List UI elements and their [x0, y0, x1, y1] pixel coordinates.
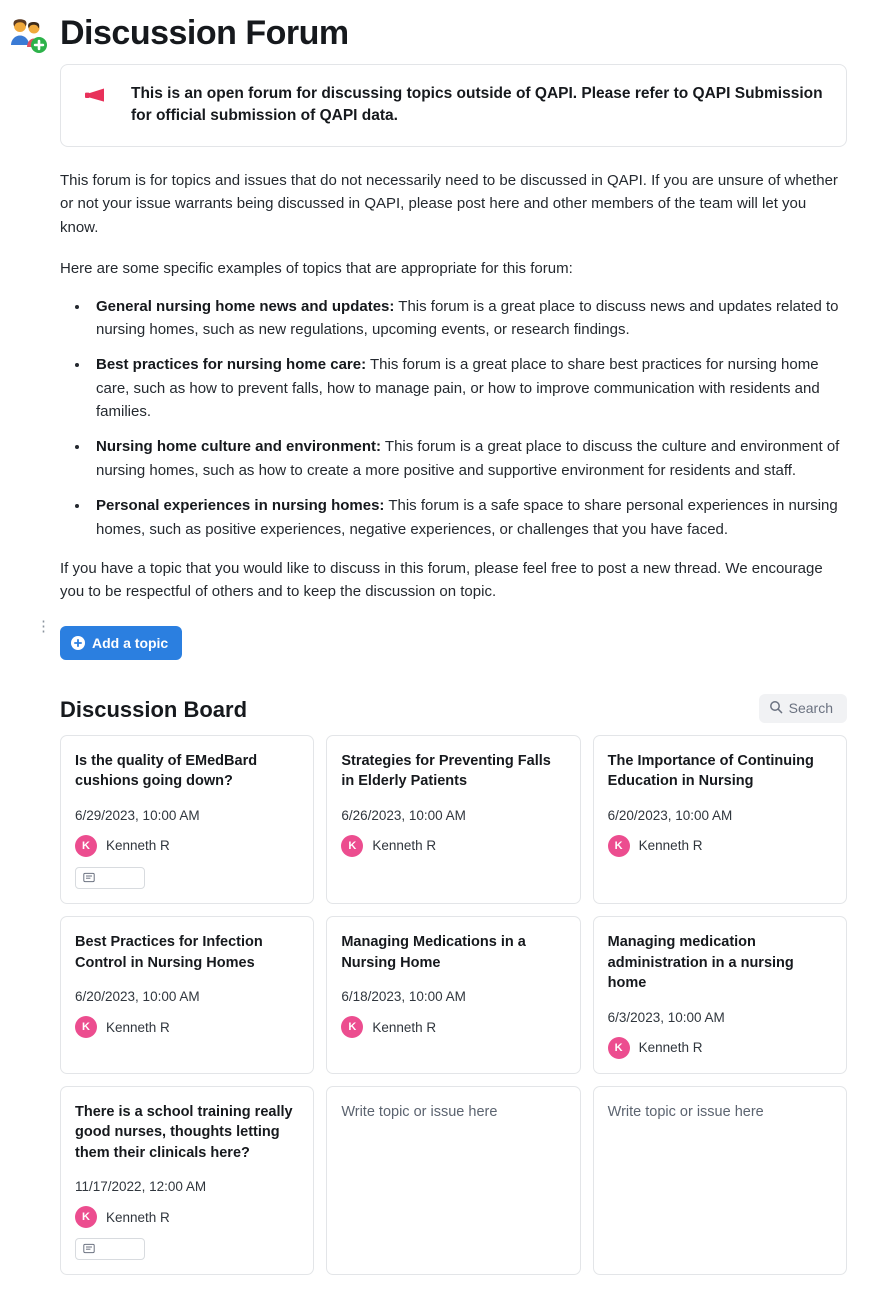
topic-card-date: 11/17/2022, 12:00 AM — [75, 1179, 207, 1195]
avatar: K — [608, 835, 630, 857]
list-item-rest: This forum is a great place to share best practices for nursing home care, such as how to prevent falls, how to manage pain, or how to improve communication with residents and families. — [96, 356, 820, 421]
author-name: Kenneth R — [106, 1209, 170, 1225]
list-item-lead: Best practices for nursing home care: — [96, 356, 367, 374]
avatar: K — [341, 835, 363, 857]
topic-card-date: 6/20/2023, 10:00 AM — [75, 989, 200, 1005]
discussion-board-grid — [60, 735, 847, 1276]
topic-card-title: The Importance of Continuing Education in Nursing — [607, 752, 814, 790]
comment-icon — [83, 872, 95, 884]
plus-circle-icon — [71, 636, 85, 650]
topic-card-author — [608, 835, 832, 857]
topic-card[interactable] — [326, 735, 580, 904]
author-name: Kenneth R — [106, 838, 170, 854]
comment-chip[interactable] — [75, 1238, 145, 1260]
topic-card-date: 6/20/2023, 10:00 AM — [607, 807, 733, 823]
author-name: Kenneth R — [372, 1019, 437, 1035]
topic-card-date: 6/3/2023, 10:00 AM — [607, 1009, 725, 1025]
list-item-lead: Personal experiences in nursing homes: — [96, 497, 385, 515]
intro-paragraph-1: This forum is for topics and issues that do not necessarily need to be discussed in QAPI. If you are unsure of whether or not your issue warrants being discussed in QAPI, please post here and other members of the team will let you know. — [60, 171, 838, 236]
author-name: Kenneth R — [372, 838, 437, 854]
avatar: K — [608, 1037, 630, 1059]
comment-chip[interactable] — [75, 867, 145, 889]
topic-card-placeholder[interactable] — [593, 1086, 847, 1276]
intro-paragraph-2: Here are some specific examples of topics that are appropriate for this forum: — [60, 260, 573, 278]
forum-notice-callout — [60, 64, 847, 147]
comment-icon — [83, 1243, 95, 1255]
topic-card-date: 6/18/2023, 10:00 AM — [341, 989, 466, 1005]
author-name: Kenneth R — [638, 1040, 703, 1056]
topic-card[interactable] — [60, 735, 314, 904]
list-item-rest: This forum is a safe space to share personal experiences in nursing homes, such as positive experiences, negative experiences, or challenges that you have faced. — [96, 497, 838, 538]
avatar: K — [75, 1016, 97, 1038]
topic-card-title: Managing Medications in a Nursing Home — [341, 933, 526, 971]
add-topic-button-label: Add a topic — [92, 634, 169, 651]
list-item-lead: Nursing home culture and environment: — [96, 438, 382, 456]
add-topic-button[interactable] — [60, 626, 182, 660]
megaphone-icon — [83, 83, 109, 110]
topic-card-placeholder-text: Write topic or issue here — [341, 1103, 498, 1120]
author-name: Kenneth R — [638, 838, 703, 854]
topic-card-author — [75, 835, 299, 857]
search-label: Search — [788, 700, 833, 717]
topic-card-title: There is a school training really good nurses, thoughts letting them their clinicals here? — [75, 1103, 293, 1161]
topic-card[interactable] — [593, 735, 847, 904]
list-item — [90, 435, 847, 482]
topic-card-placeholder[interactable] — [326, 1086, 580, 1276]
discussion-board-header — [60, 694, 847, 723]
page-header — [0, 0, 891, 64]
topic-card[interactable] — [60, 1086, 314, 1276]
people-plus-icon — [8, 14, 48, 54]
search-icon — [769, 700, 783, 717]
avatar: K — [75, 835, 97, 857]
topic-card-title: Is the quality of EMedBard cushions going down? — [75, 752, 258, 790]
topic-card-date: 6/29/2023, 10:00 AM — [75, 807, 200, 823]
list-item — [90, 353, 847, 423]
topic-card[interactable] — [593, 916, 847, 1074]
page-title: Discussion Forum — [60, 14, 349, 53]
list-item-rest: This forum is a great place to discuss news and updates related to nursing homes, such as new regulations, upcoming events, or research findings. — [96, 297, 839, 338]
list-item — [90, 295, 847, 342]
intro-paragraph-3: If you have a topic that you would like to discuss in this forum, please feel free to post a new thread. We encourage you to be respectful of others and to keep the discussion on topic. — [60, 560, 823, 601]
avatar: K — [341, 1016, 363, 1038]
search-input[interactable] — [759, 694, 847, 723]
board-title: Discussion Board — [60, 696, 248, 722]
example-topics-list — [60, 295, 847, 542]
topic-card-author — [341, 835, 565, 857]
list-item-lead: General nursing home news and updates: — [96, 297, 395, 315]
page-content — [0, 64, 891, 1275]
forum-notice-text: This is an open forum for discussing topics outside of QAPI. Please refer to QAPI Submission for official submission of QAPI data. — [131, 85, 823, 125]
topic-card-title: Best Practices for Infection Control in Nursing Homes — [75, 933, 263, 971]
topic-card-author — [608, 1037, 832, 1059]
topic-card-title: Managing medication administration in a nursing home — [607, 933, 794, 992]
drag-handle-icon[interactable]: ⋮ — [36, 618, 51, 635]
topic-card[interactable] — [326, 916, 580, 1074]
topic-card-author — [341, 1016, 565, 1038]
list-item-rest: This forum is a great place to discuss the culture and environment of nursing homes, such as how to create a more positive and supportive environment for residents and staff. — [96, 438, 840, 479]
topic-card[interactable] — [60, 916, 314, 1074]
author-name: Kenneth R — [106, 1019, 170, 1035]
avatar: K — [75, 1206, 97, 1228]
topic-card-author — [75, 1206, 299, 1228]
topic-card-title: Strategies for Preventing Falls in Elderly Patients — [341, 752, 551, 790]
list-item — [90, 494, 847, 541]
topic-card-date: 6/26/2023, 10:00 AM — [341, 807, 466, 823]
topic-card-author — [75, 1016, 299, 1038]
topic-card-placeholder-text: Write topic or issue here — [607, 1103, 764, 1120]
